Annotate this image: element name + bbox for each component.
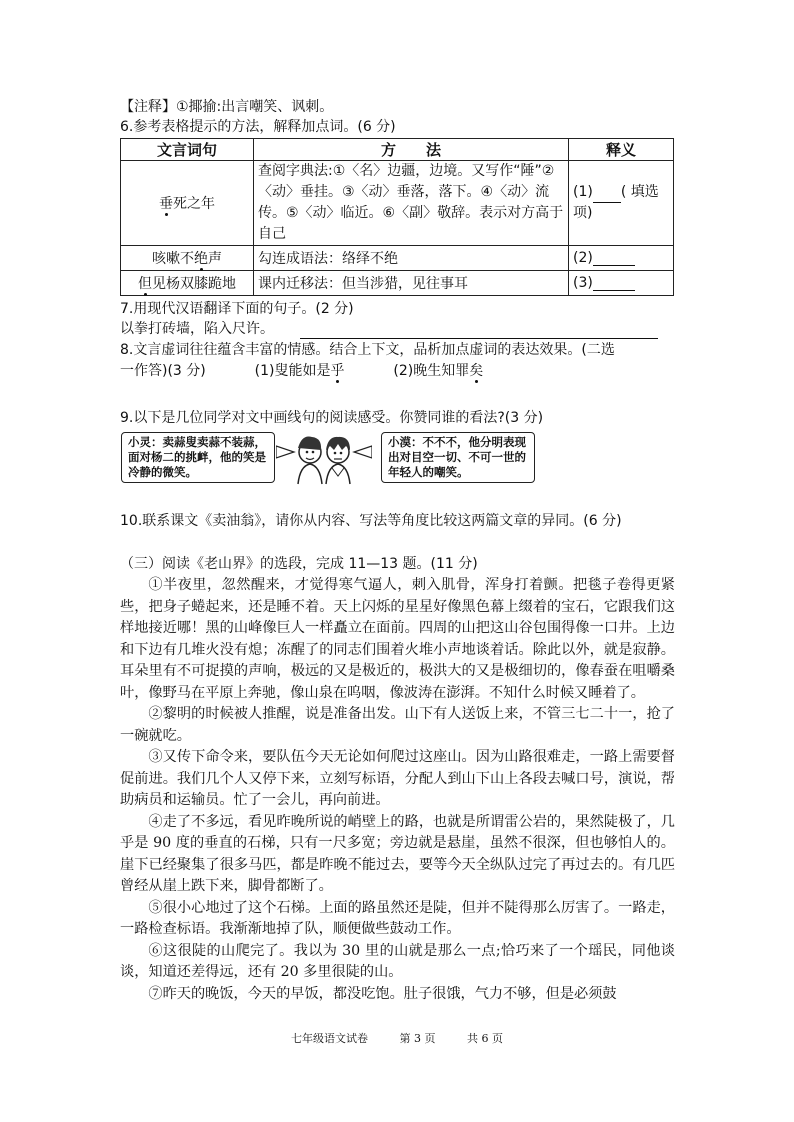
answer-blank[interactable] — [593, 251, 635, 266]
method-cell: 勾连成语法：络绎不绝 — [254, 246, 569, 271]
table-row — [121, 161, 674, 246]
answer-number: (3) — [573, 275, 593, 291]
phrase-text: 声 — [208, 251, 222, 267]
answer-blank[interactable] — [593, 188, 621, 203]
phrase-text: 死之年 — [173, 196, 215, 212]
header-phrase: 文言词句 — [121, 139, 254, 161]
dotted-word: 但 — [138, 273, 152, 293]
option-2-text: (2)晚生知罪 — [393, 363, 470, 379]
students-cartoon-icon — [276, 428, 372, 486]
answer-blank[interactable] — [593, 276, 635, 291]
page-footer — [0, 1030, 794, 1046]
question-7-answer-line[interactable] — [300, 338, 658, 339]
table-row — [121, 271, 674, 296]
answer-hint: ( 填选项) — [573, 184, 659, 221]
header-method: 方 法 — [254, 139, 569, 161]
passage-paragraph: ①半夜里，忽然醒来，才觉得寒气逼人，刺入肌骨，浑身打着颤。把毯子卷得更紧些，把身子蜷起来，还是睡不着。天上闪烁的星星好像黑色幕上缀着的宝石，它跟我们这样地接近哪！黑的山峰像巨人一样矗立在面前。四周的山把这山谷包围得像一口井。上边和下边有几堆火没有熄；冻醒了的同志们围着火堆小声地谈着话。除此以外，就是寂静。耳朵里有不可捉摸的声响，极远的又是极近的，极洪大的又是极细切的，像春蚕在咀嚼桑叶，像野马在平原上奔驰，像山泉在呜咽，像波涛在澎湃。不知什么时候又睡着了。 — [120, 577, 675, 701]
dotted-word: 矣 — [469, 363, 484, 379]
passage-paragraph: ②黎明的时候被人推醒，说是准备出发。山下有人送饭上来，不管三七二十一，抢了一碗就吃。 — [120, 706, 675, 744]
phrase-cell — [121, 246, 254, 271]
footer-total-pages: 共 6 页 — [467, 1032, 503, 1045]
question-10-prompt: 10.联系课文《卖油翁》，请你从内容、写法等角度比较这两篇文章的异同。(6 分) — [120, 513, 622, 529]
question-9-prompt: 9.以下是几位同学对文中画线句的阅读感受。你赞同谁的看法?(3 分) — [120, 410, 544, 426]
section-3-heading: （三）阅读《老山界》的选段，完成 11—13 题。(11 分) — [120, 556, 478, 572]
question-8-prompt: 8.文言虚词往往蕴含丰富的情感。结合上下文，品析加点虚词的表达效果。(二选 — [120, 342, 615, 358]
question-7-prompt: 7.用现代汉语翻译下面的句子。(2 分) — [120, 301, 354, 317]
passage-paragraph: ③又传下命令来，要队伍今天无论如何爬过这座山。因为山路很难走，一路上需要督促前进。我们几个人又停下来，立刻写标语，分配人到山下山上各段去喊口号，演说，帮助病员和运输员。忙了一会儿，再向前进。 — [120, 749, 675, 808]
table-row — [121, 246, 674, 271]
phrase-text: 咳嗽不 — [152, 251, 194, 267]
phrase-text: 见杨双膝跪地 — [152, 276, 236, 292]
student-opinion-bubble-left: 小灵：卖蒜叟卖蒜不装蒜，面对杨二的挑衅，他的笑是冷静的微笑。 — [121, 432, 275, 483]
answer-cell[interactable] — [569, 271, 674, 296]
phrase-cell — [121, 161, 254, 246]
passage-paragraph: ⑥这很陡的山爬完了。我以为 30 里的山就是那么一点;恰巧来了一个瑶民，同他谈谈，知道还差得远，还有 20 多里很陡的山。 — [120, 942, 675, 980]
footer-exam-title: 七年级语文试卷 — [291, 1032, 368, 1045]
student-opinion-bubble-right: 小漠：不不不，他分明表现出对目空一切、不可一世的年轻人的嘲笑。 — [381, 432, 535, 483]
phrase-cell — [121, 271, 254, 296]
answer-cell[interactable] — [569, 161, 674, 246]
dotted-word: 垂 — [159, 193, 173, 213]
method-cell: 查阅字典法:①〈名〉边疆，边境。又写作“陲”②〈动〉垂挂。③〈动〉垂落，落下。④〈动〉流传。⑤〈动〉临近。⑥〈副〉敬辞。表示对方高于自己 — [254, 161, 569, 246]
table-header-row — [121, 139, 674, 161]
question-6-table — [120, 138, 674, 296]
method-cell: 课内迁移法：但当涉猎，见往事耳 — [254, 271, 569, 296]
annotation-note: 【注释】①揶揄:出言嘲笑、讽刺。 — [120, 99, 334, 115]
answer-number: (2) — [573, 250, 593, 266]
dotted-word: 乎 — [330, 363, 345, 379]
passage-paragraph: ⑤很小心地过了这个石梯。上面的路虽然还是陡，但并不陡得那么厉害了。一路走，一路检查标语。我渐渐地掉了队，顺便做些鼓动工作。 — [120, 899, 675, 937]
header-meaning: 释义 — [569, 139, 674, 161]
question-8-options — [120, 362, 483, 380]
answer-cell[interactable] — [569, 246, 674, 271]
question-6-prompt: 6.参考表格提示的方法，解释加点词。(6 分) — [120, 119, 396, 135]
dotted-word: 绝 — [194, 248, 208, 268]
passage-paragraph: ④走了不多远，看见昨晚所说的峭壁上的路，也就是所谓雷公岩的，果然陡极了，几乎是 90 度的垂直的石梯，只有一尺多宽；旁边就是悬崖，虽然不很深，但也够怕人的。崖下已经聚集了很多马匹，都是昨晚不能过去，要等今天全纵队过完了再过去的。有几匹曾经从崖上跌下来，脚骨都断了。 — [120, 813, 675, 894]
answer-number: (1) — [573, 184, 593, 200]
passage-paragraph: ⑦昨天的晚饭，今天的早饭，都没吃饱。肚子很饿，气力不够，但是必须鼓 — [148, 985, 617, 1002]
footer-page-number: 第 3 页 — [399, 1032, 436, 1045]
option-1-text: (1)叟能如是 — [254, 363, 331, 379]
question-7-sentence: 以拳打砖墙，陷入尺许。 — [120, 321, 274, 337]
question-8-prompt-end: 一作答)(3 分) — [120, 363, 206, 379]
reading-passage — [120, 575, 675, 1005]
